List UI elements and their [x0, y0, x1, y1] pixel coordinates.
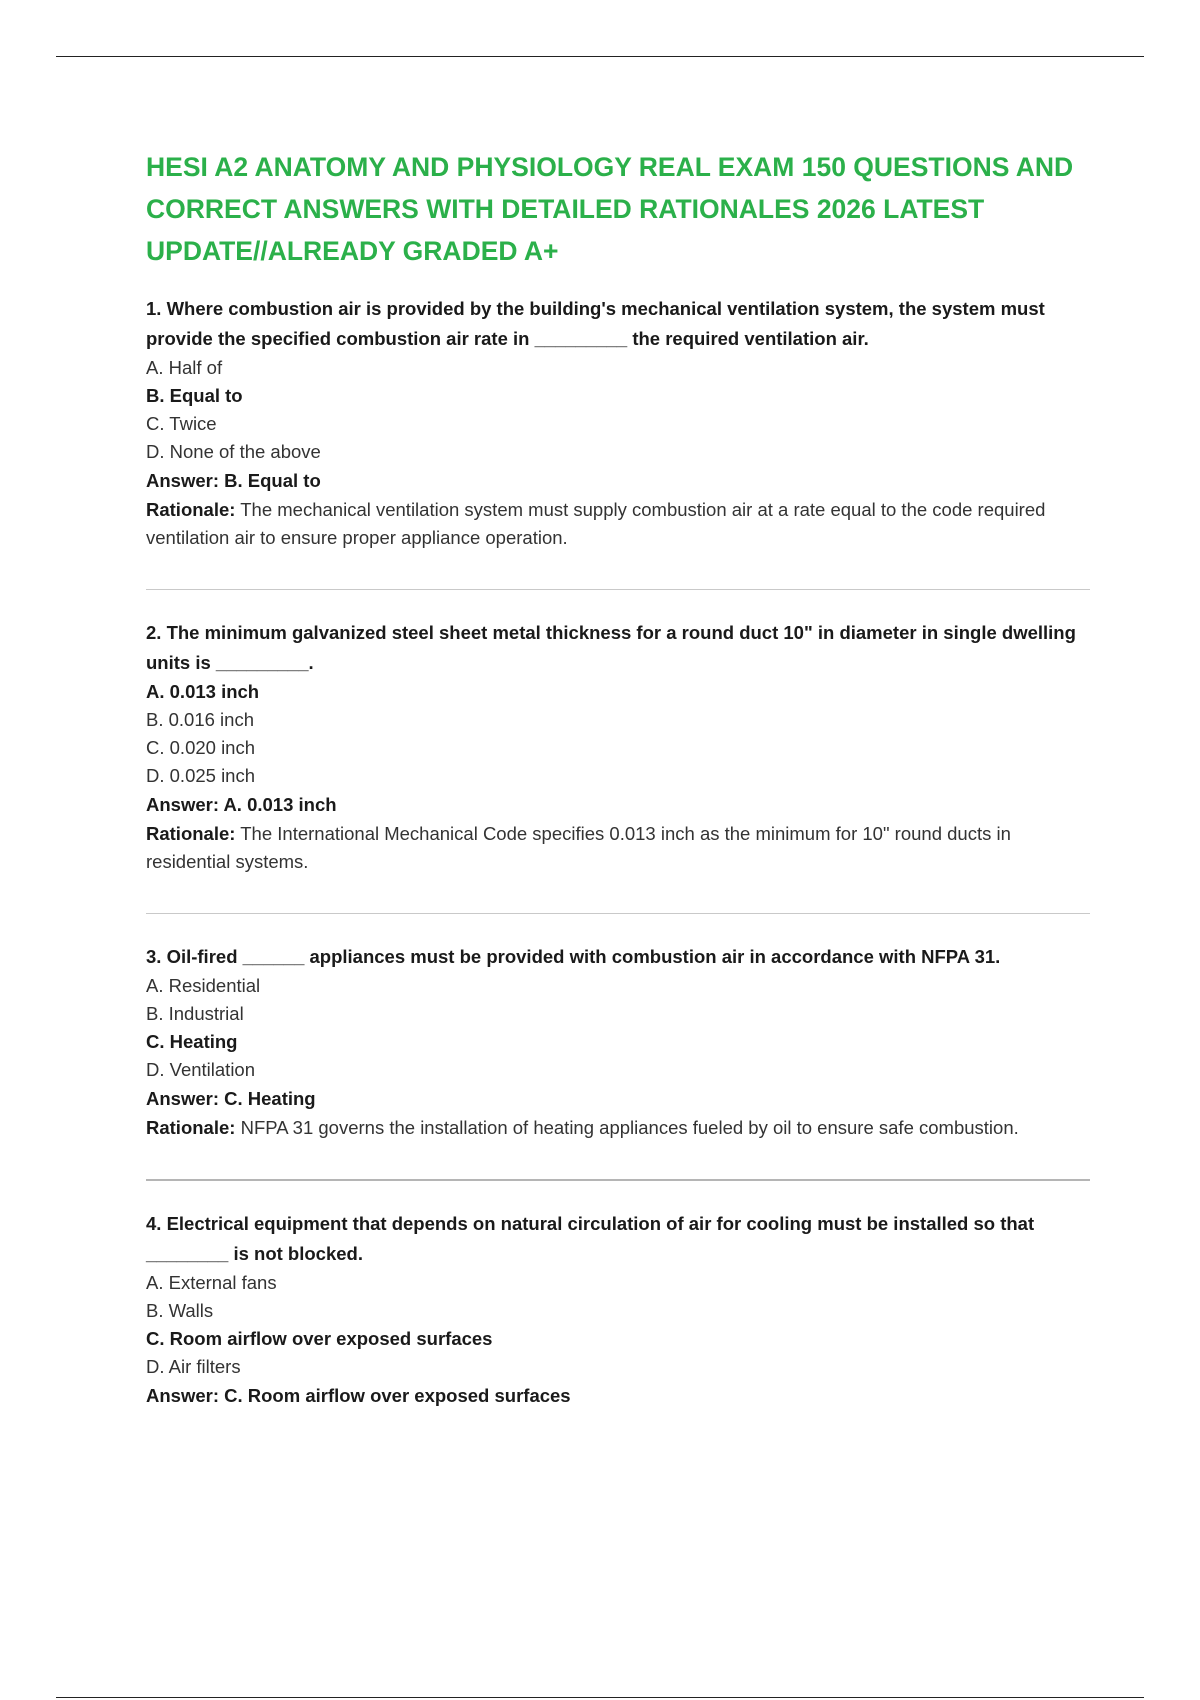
question-block: [146, 942, 1090, 1142]
option-d: D. Air filters: [146, 1356, 241, 1377]
question-block: [146, 294, 1090, 552]
option-c: C. Twice: [146, 413, 217, 434]
option-b: B. Industrial: [146, 1003, 244, 1024]
question-text: 4. Electrical equipment that depends on natural circulation of air for cooling must be installed so that ________ is not blocked.: [146, 1213, 1035, 1264]
question-text: 2. The minimum galvanized steel sheet metal thickness for a round duct 10" in diameter in single dwelling units is _________.: [146, 622, 1076, 673]
option-d: D. 0.025 inch: [146, 765, 256, 786]
option-d: D. Ventilation: [146, 1059, 256, 1080]
question-text: 1. Where combustion air is provided by the building's mechanical ventilation system, the system must provide the specified combustion air rate in _________ the required ventilation air.: [146, 298, 1045, 349]
rationale: [146, 820, 1090, 876]
rationale: [146, 1114, 1090, 1142]
question-text: 3. Oil-fired ______ appliances must be provided with combustion air in accordance with NFPA 31.: [146, 946, 1001, 967]
rationale: [146, 496, 1090, 552]
answer-line: Answer: C. Heating: [146, 1088, 316, 1109]
question-divider: [146, 589, 1090, 590]
question-divider: [146, 1179, 1090, 1181]
rationale-text: NFPA 31 governs the installation of heating appliances fueled by oil to ensure safe combustion.: [240, 1117, 1019, 1138]
option-b: B. Walls: [146, 1300, 214, 1321]
option-a-correct: A. 0.013 inch: [146, 681, 260, 702]
answer-line: Answer: C. Room airflow over exposed surfaces: [146, 1385, 571, 1406]
option-b: B. 0.016 inch: [146, 709, 254, 730]
page-top-rule: [56, 56, 1144, 57]
question-block: [146, 618, 1090, 876]
document-title: HESI A2 ANATOMY AND PHYSIOLOGY REAL EXAM 150 QUESTIONS AND CORRECT ANSWERS WITH DETAILED RATIONALES 2026 LATEST UPDATE//ALREADY GRADED A+: [146, 152, 1074, 266]
rationale-text: The mechanical ventilation system must supply combustion air at a rate equal to the code required ventilation air to ensure proper appliance operation.: [146, 499, 1046, 548]
rationale-label: Rationale:: [146, 499, 236, 520]
option-c-correct: C. Heating: [146, 1031, 238, 1052]
question-block: [146, 1209, 1090, 1411]
option-d: D. None of the above: [146, 441, 321, 462]
option-a: A. Half of: [146, 357, 223, 378]
option-a: A. External fans: [146, 1272, 277, 1293]
answer-line: Answer: A. 0.013 inch: [146, 794, 337, 815]
option-a: A. Residential: [146, 975, 261, 996]
rationale-label: Rationale:: [146, 823, 236, 844]
option-c: C. 0.020 inch: [146, 737, 256, 758]
document-body: [146, 146, 1090, 1411]
rationale-label: Rationale:: [146, 1117, 236, 1138]
answer-line: Answer: B. Equal to: [146, 470, 321, 491]
question-divider: [146, 913, 1090, 914]
page-bottom-rule: [56, 1697, 1144, 1698]
option-b-correct: B. Equal to: [146, 385, 243, 406]
option-c-correct: C. Room airflow over exposed surfaces: [146, 1328, 493, 1349]
rationale-text: The International Mechanical Code specifies 0.013 inch as the minimum for 10" round ducts in residential systems.: [146, 823, 1011, 872]
